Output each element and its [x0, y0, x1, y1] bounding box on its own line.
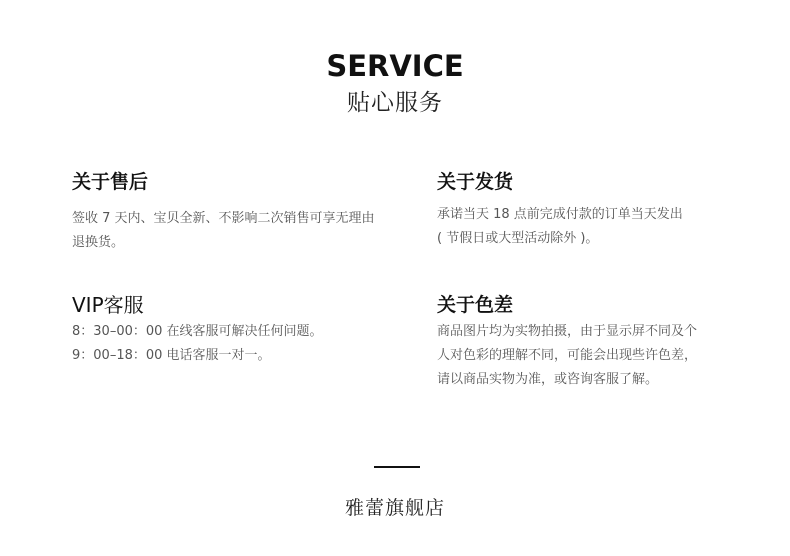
shipping-title: 关于发货 [437, 171, 514, 193]
store-name: 雅蕾旗舰店 [344, 497, 445, 519]
after-sales-section [72, 170, 402, 255]
shipping-section [437, 170, 767, 251]
service-title-cn: 贴心服务 [347, 90, 443, 116]
color-difference-line-3: 请以商品实物为准，或咨询客服了解。 [437, 372, 659, 387]
footer-divider [374, 466, 420, 468]
after-sales-title: 关于售后 [72, 171, 149, 193]
shipping-text [437, 203, 767, 251]
color-difference-text [437, 320, 767, 392]
vip-service-line-2: 9：00–18：00 电话客服一对一。 [72, 348, 271, 363]
after-sales-line-1: 签收 7 天内、宝贝全新、不影响二次销售可享无理由 [72, 211, 375, 226]
shipping-line-1: 承诺当天 18 点前完成付款的订单当天发出 [437, 207, 683, 222]
color-difference-section [437, 293, 767, 392]
color-difference-line-2: 人对色彩的理解不同，可能会出现些许色差， [437, 348, 698, 363]
after-sales-text [72, 207, 402, 255]
color-difference-title: 关于色差 [437, 294, 514, 316]
color-difference-line-1: 商品图片均为实物拍摄，由于显示屏不同及个 [437, 324, 698, 339]
shipping-line-2: ( 节假日或大型活动除外 )。 [437, 231, 599, 246]
vip-service-text [72, 320, 402, 368]
after-sales-line-2: 退换货。 [72, 235, 125, 250]
vip-service-title: VIP客服 [72, 293, 144, 317]
service-title-en: SERVICE [326, 49, 464, 83]
vip-service-section [72, 293, 402, 368]
vip-service-line-1: 8：30–00：00 在线客服可解决任何问题。 [72, 324, 323, 339]
